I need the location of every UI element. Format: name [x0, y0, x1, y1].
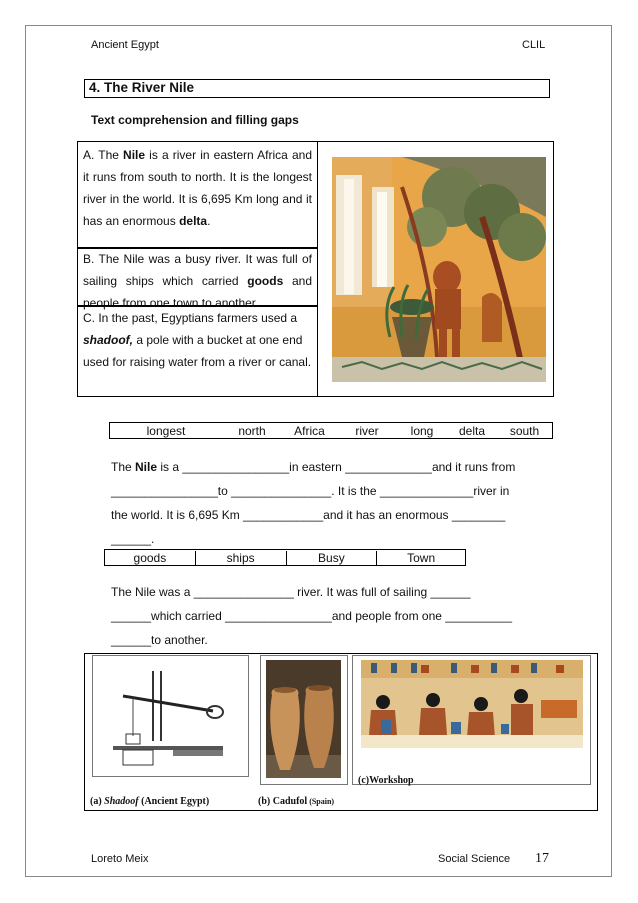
word-bank-word: long — [410, 423, 434, 438]
subtitle: Text comprehension and filling gaps — [91, 113, 299, 127]
shadoof-image — [93, 656, 248, 776]
header-left: Ancient Egypt — [91, 39, 159, 51]
image-strip — [84, 653, 598, 811]
workshop-image — [361, 660, 583, 748]
gap-text-2 — [111, 580, 551, 652]
workshop-image-frame — [352, 655, 591, 785]
word-bank-word: delta — [458, 423, 486, 438]
text-box-a: A. The Nile is a river in eastern Africa and it runs from south to north. It is the longest river in the world. It is 6,695 Km long and it has an enormous delta. — [77, 141, 318, 249]
image-box-top — [317, 141, 554, 397]
word-bank-word: south — [509, 423, 540, 438]
word-bank-word: Busy — [287, 551, 378, 565]
footer-subject: Social Science — [438, 853, 511, 865]
gap-line: The Nile is a ________________in eastern _____________and it runs from — [111, 460, 516, 474]
caption-workshop: (c)Workshop — [358, 775, 414, 786]
cadufol-image-frame — [260, 655, 348, 785]
page-number: 17 — [535, 851, 549, 866]
word-bank-word: ships — [196, 551, 287, 565]
header-right: CLIL — [522, 39, 546, 51]
text-box-c: C. In the past, Egyptians farmers used a shadoof, a pole with a bucket at one end used for raising water from a river or canal. — [77, 305, 318, 397]
section-title: 4. The River Nile — [84, 79, 550, 98]
word-bank-word: longest — [146, 423, 186, 438]
gap-line: the world. It is 6,695 Km ____________and it has an enormous ________ — [111, 508, 506, 522]
gap-line: ______. — [111, 532, 155, 546]
word-bank-word: Town — [407, 550, 436, 565]
egyptian-painting-image — [332, 157, 546, 382]
gap-line: ______which carried ________________and people from one __________ — [111, 609, 513, 623]
word-bank-word: Africa — [294, 423, 325, 438]
word-bank-word: north — [238, 423, 266, 438]
word-bank-2 — [104, 549, 466, 566]
caption-shadoof: (a) Shadoof (Ancient Egypt) — [90, 796, 210, 807]
word-bank-word: river — [355, 423, 379, 438]
gap-line: ______to another. — [111, 633, 208, 647]
footer-author: Loreto Meix — [91, 853, 149, 865]
word-bank-1 — [109, 422, 553, 439]
gap-line: The Nile was a _______________ river. It was full of sailing ______ — [111, 585, 471, 599]
gap-line: ________________to _______________. It is the ______________river in — [111, 484, 510, 498]
word-bank-word: goods — [105, 551, 196, 565]
caption-cadufol: (b) Cadufol (Spain) — [258, 796, 335, 807]
text-box-b: B. The Nile was a busy river. It was full of sailing ships which carried goods and people from one town to another. — [77, 247, 318, 307]
cadufol-image — [266, 660, 341, 778]
gap-text-1 — [111, 455, 551, 551]
shadoof-image-frame — [92, 655, 249, 777]
